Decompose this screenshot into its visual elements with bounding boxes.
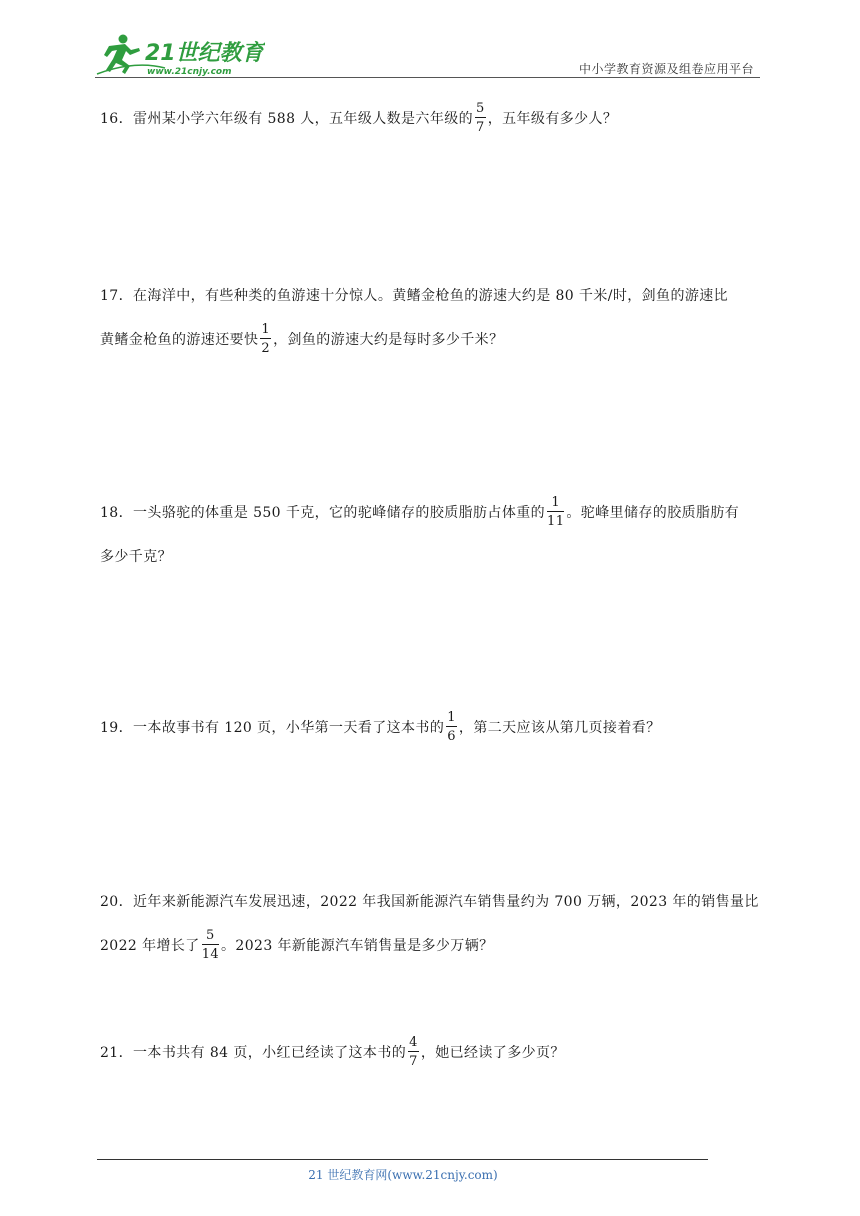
logo-21cnjy <box>95 30 265 78</box>
question-20 <box>100 880 768 968</box>
question-17-line-1: 17．在海洋中，有些种类的鱼游速十分惊人。黄鳍金枪鱼的游速大约是 80 千米/时，剑鱼的游速比 <box>100 288 729 304</box>
fraction: $\frac{4}{7}$ <box>409 1035 418 1069</box>
question-19-line: 19．一本故事书有 120 页，小华第一天看了这本书的 $\frac{1}{6}$ ，第二天应该从第几页接着看？ <box>100 710 661 744</box>
question-16 <box>100 97 768 141</box>
running-figure-icon <box>104 35 140 75</box>
question-17 <box>100 274 768 362</box>
header-platform-text: 中小学教育资源及组卷应用平台 <box>578 62 754 76</box>
question-18-line-2: 多少千克？ <box>100 549 172 565</box>
header-divider <box>95 77 760 78</box>
page-header <box>95 30 760 80</box>
question-18-line-1: 18．一头骆驼的体重是 550 千克，它的驼峰储存的胶质脂肪占体重的 $\frac{1}{11}$ 。驼峰里储存的胶质脂肪有 <box>100 495 740 529</box>
question-16-line: 16．雷州某小学六年级有 588 人，五年级人数是六年级的 $\frac{5}{7}$ ，五年级有多少人？ <box>100 101 618 135</box>
question-21 <box>100 1031 768 1075</box>
fraction: $\frac{5}{14}$ <box>201 928 220 962</box>
question-17-line-2: 黄鳍金枪鱼的游速还要快 $\frac{1}{2}$ ，剑鱼的游速大约是每时多少千米？ <box>100 322 504 356</box>
logo-url-text: www.21cnjy.com <box>147 67 232 77</box>
question-20-line-1: 20．近年来新能源汽车发展迅速，2022 年我国新能源汽车销售量约为 700 万辆，2023 年的销售量比 <box>100 894 759 910</box>
question-20-line-2: 2022 年增长了 $\frac{5}{14}$ 。2023 年新能源汽车销售量是多少万辆？ <box>100 928 494 962</box>
fraction: $\frac{1}{6}$ <box>447 710 456 744</box>
fraction: $\frac{1}{2}$ <box>261 322 271 356</box>
fraction: $\frac{5}{7}$ <box>476 101 485 135</box>
question-21-line: 21．一本书共有 84 页，小红已经读了这本书的 $\frac{4}{7}$ ，她已经读了多少页？ <box>100 1035 565 1069</box>
footer-link[interactable]: 21 世纪教育网(www.21cnjy.com) <box>308 1168 498 1182</box>
logo-text: 21世纪教育 <box>145 41 264 66</box>
question-18 <box>100 491 768 579</box>
fraction: $\frac{1}{11}$ <box>547 495 565 529</box>
footer-divider <box>97 1159 708 1160</box>
question-19 <box>100 706 768 750</box>
